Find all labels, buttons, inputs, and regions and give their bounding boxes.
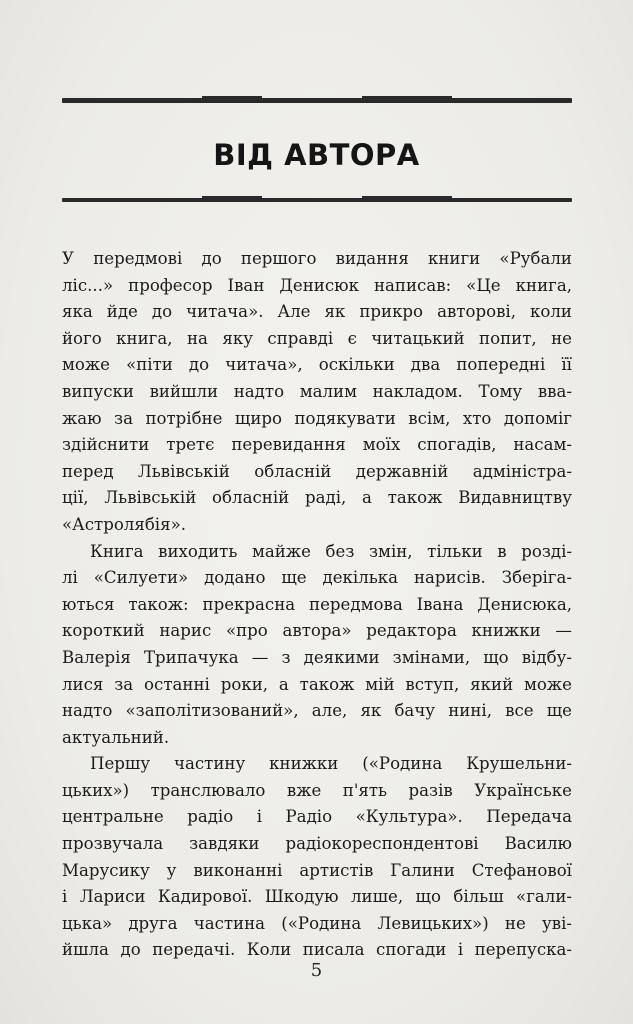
text-line: жаю за потрібне щиро подякувати всім, хто допоміг: [62, 408, 572, 428]
text-line: актуальний.: [62, 727, 170, 747]
text-line: ліс...» професор Іван Денисюк написав: «Це книга,: [62, 275, 572, 295]
text-line: може «піти до читача», оскільки два попередні її: [62, 355, 572, 375]
text-line: яка йде до читача». Але як прикро авторові, коли: [62, 302, 572, 322]
text-line: центральне радіо і Радіо «Культура». Передача: [62, 807, 572, 827]
text-line: Першу частину книжки («Родина Крушельни-: [90, 754, 572, 774]
text-line: короткий нарис «про автора» редактора книжки —: [62, 621, 572, 641]
text-line: і Лариси Кадирової. Шкодую лише, що більш «гали-: [62, 887, 572, 907]
text-line: Валерія Трипачука — з деякими змінами, що відбу-: [62, 647, 572, 667]
section-heading: ВІД АВТОРА: [213, 138, 420, 172]
text-line: Книга виходить майже без змін, тільки в розді-: [90, 541, 572, 561]
page-number: 5: [310, 960, 323, 981]
text-line: ції, Львівській обласній раді, а також Видавництву: [62, 488, 572, 508]
text-line: надто «заполітизований», але, як бачу нині, все ще: [62, 701, 572, 721]
text-line: йшла до передачі. Коли писала спогади і перепуска-: [62, 940, 572, 960]
text-line: цьких») транслювало вже п'ять разів Українське: [62, 780, 572, 800]
text-line: лися за останні роки, а також мій вступ, який може: [62, 674, 572, 694]
text-line: здійснити третє перевидання моїх спогадів, насам-: [62, 435, 572, 455]
text-line: прозвучала завдяки радіокореспондентові Василю: [62, 834, 572, 854]
top-divider-rule: [62, 98, 572, 103]
text-line: цька» друга частина («Родина Левицьких») не уві-: [62, 913, 572, 933]
text-line: ються також: прекрасна передмова Івана Денисюка,: [62, 594, 572, 614]
text-line: Марусику у виконанні артистів Галини Стефанової: [62, 860, 572, 880]
bottom-divider-rule: [62, 198, 572, 202]
text-line: його книга, на яку справді є читацький попит, не: [62, 328, 572, 348]
text-line: «Астролябія».: [62, 514, 187, 534]
text-line: перед Львівській обласній державній адміністра-: [62, 461, 572, 481]
text-line: випуски вийшли надто малим накладом. Тому вва-: [62, 381, 572, 401]
text-line: лі «Силуети» додано ще декілька нарисів. Зберіга-: [62, 568, 572, 588]
body-text: [62, 246, 572, 964]
text-line: У передмові до першого видання книги «Рубали: [62, 249, 572, 268]
